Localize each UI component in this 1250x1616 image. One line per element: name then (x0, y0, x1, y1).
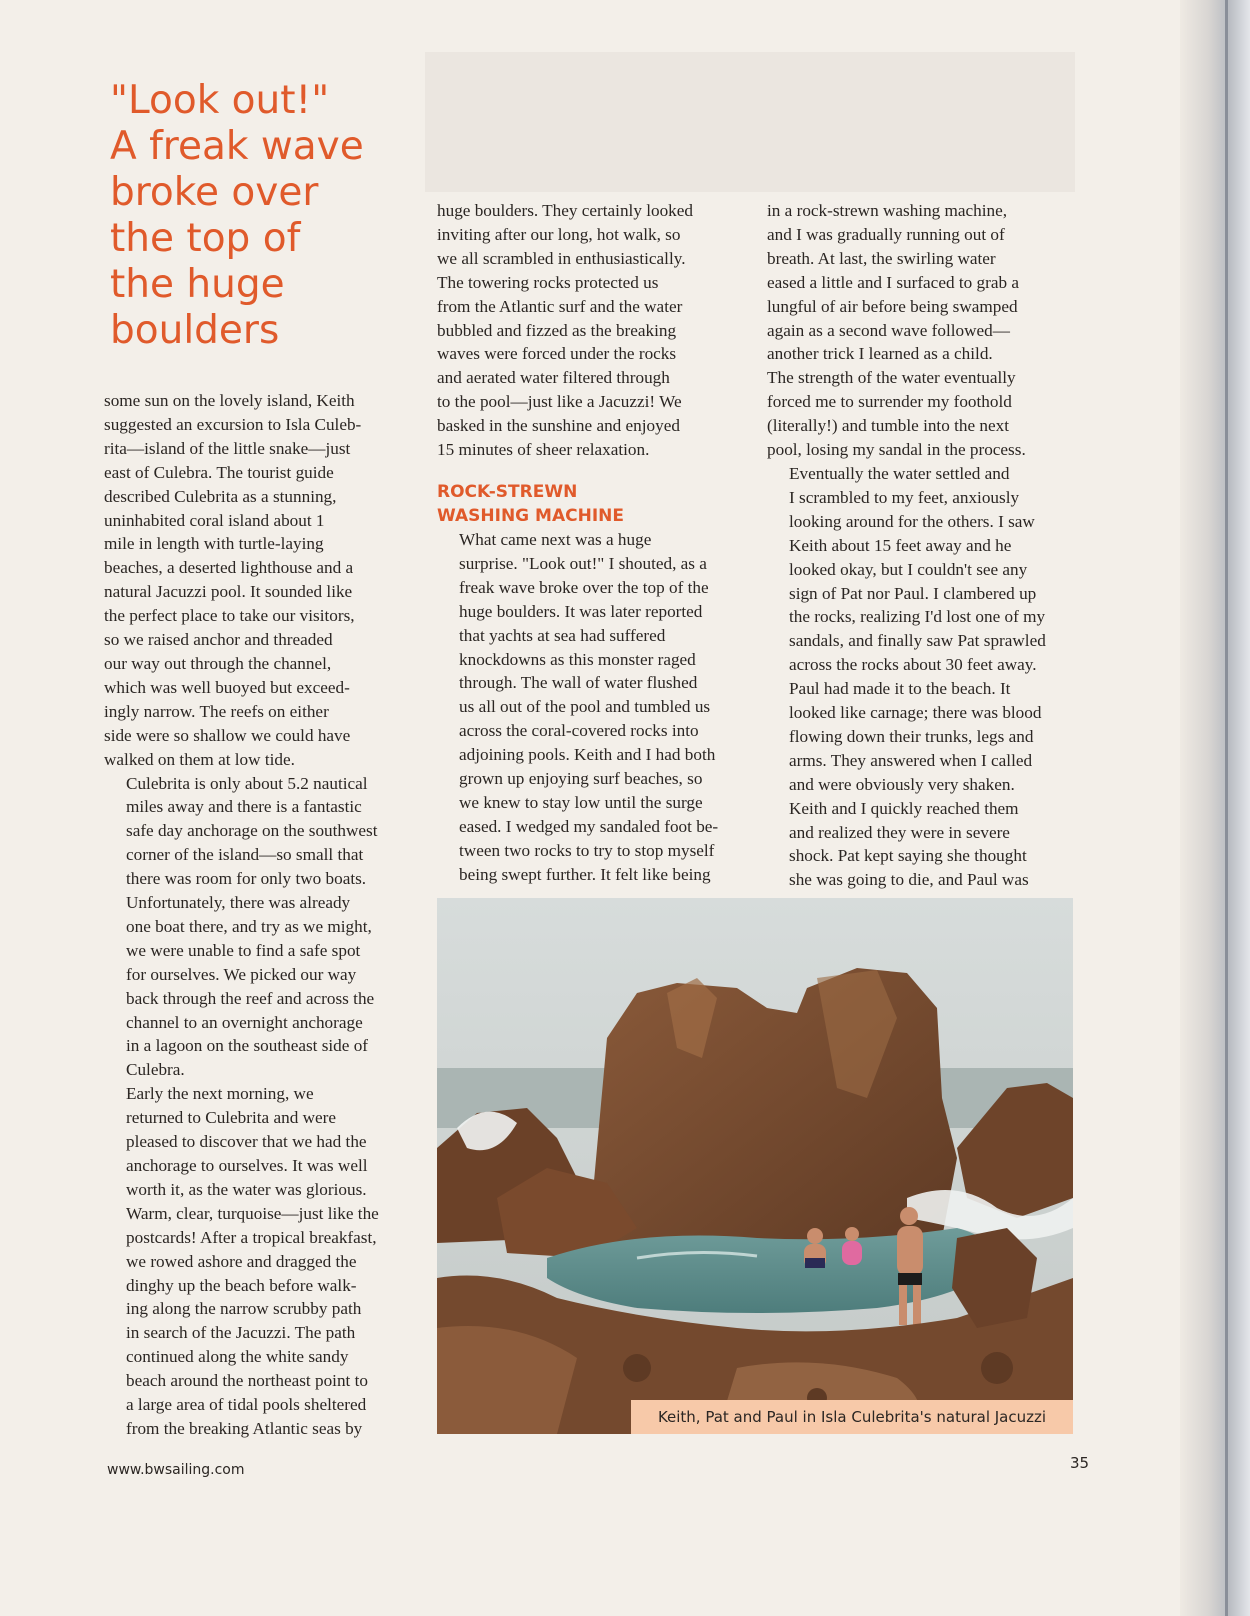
section-subhead (437, 480, 747, 528)
text-line: eased. I wedged my sandaled foot be- (459, 816, 719, 836)
text-line: walked on them at low tide. (104, 749, 295, 769)
text-line: natural Jacuzzi pool. It sounded like (104, 582, 353, 602)
paragraph (767, 199, 1077, 462)
text-line: and were obviously very shaken. (789, 774, 1015, 794)
text-line: ROCK-STREWN (437, 481, 578, 502)
text-line: anchorage to ourselves. It was well (126, 1156, 368, 1175)
text-line: breath. At last, the swirling water (767, 248, 996, 268)
pull-quote-line: the top of (110, 216, 301, 261)
photo-caption: Keith, Pat and Paul in Isla Culebrita's natural Jacuzzi (631, 1400, 1073, 1434)
paragraph (104, 1082, 404, 1441)
article-column-2 (437, 199, 747, 887)
text-line: dinghy up the beach before walk- (126, 1275, 357, 1295)
text-line: safe day anchorage on the southwest (126, 821, 378, 841)
text-line: freak wave broke over the top of the (459, 577, 709, 597)
text-line: 15 minutes of sheer relaxation. (437, 440, 650, 460)
text-line: Keith and I quickly reached them (789, 798, 1019, 818)
text-line: (literally!) and tumble into the next (767, 416, 1009, 436)
paragraph (767, 462, 1077, 892)
text-line: Culebrita is only about 5.2 nautical (126, 773, 368, 793)
text-line: from the breaking Atlantic seas by (126, 1418, 363, 1438)
text-line: the perfect place to take our visitors, (104, 606, 355, 626)
article-photo (437, 898, 1073, 1434)
text-line: looking around for the others. I saw (789, 511, 1035, 531)
text-line: the rocks, realizing I'd lost one of my (789, 607, 1046, 627)
text-line: uninhabited coral island about 1 (104, 510, 325, 530)
text-line: side were so shallow we could have (104, 725, 351, 745)
text-line: us all out of the pool and tumbled us (459, 697, 711, 717)
text-line: sign of Pat nor Paul. I clambered up (789, 583, 1037, 603)
rock-pool-illustration (437, 898, 1073, 1434)
text-line: adjoining pools. Keith and I had both (459, 745, 716, 765)
pull-quote (110, 78, 410, 354)
text-line: corner of the island—so small that (126, 845, 364, 865)
text-line: continued along the white sandy (126, 1347, 349, 1367)
text-line: tween two rocks to try to stop myself (459, 840, 715, 860)
text-line: waves were forced under the rocks (437, 344, 677, 364)
pull-quote-line: A freak wave (110, 124, 364, 169)
text-line: The strength of the water eventually (767, 368, 1016, 388)
text-line: Culebra. (126, 1060, 185, 1080)
text-line: and I was gradually running out of (767, 224, 1005, 244)
text-line: returned to Culebrita and were (126, 1108, 336, 1128)
text-line: described Culebrita as a stunning, (104, 486, 337, 506)
pull-quote-line: the huge (110, 262, 285, 307)
text-line: arms. They answered when I called (789, 750, 1033, 770)
text-line: beaches, a deserted lighthouse and a (104, 558, 354, 578)
text-line: looked okay, but I couldn't see any (789, 559, 1028, 579)
text-line: in a rock-strewn washing machine, (767, 201, 1008, 220)
text-line: Early the next morning, we (126, 1084, 314, 1104)
text-line: and realized they were in severe (789, 822, 1010, 842)
paragraph (104, 772, 404, 1083)
paragraph (437, 528, 747, 887)
text-line: another trick I learned as a child. (767, 344, 993, 364)
text-line: we rowed ashore and dragged the (126, 1251, 357, 1271)
text-line: Unfortunately, there was already (126, 893, 351, 913)
text-line: surprise. "Look out!" I shouted, as a (459, 553, 707, 573)
page-edge-stripe (1225, 0, 1228, 1616)
text-line: shock. Pat kept saying she thought (789, 846, 1027, 866)
text-line: a large area of tidal pools sheltered (126, 1395, 367, 1415)
text-line: mile in length with turtle-laying (104, 534, 324, 554)
text-line: lungful of air before being swamped (767, 296, 1018, 316)
text-line: knockdowns as this monster raged (459, 649, 696, 669)
pull-quote-line: broke over (110, 170, 319, 215)
text-line: flowing down their trunks, legs and (789, 726, 1034, 746)
text-line: which was well buoyed but exceed- (104, 677, 350, 697)
text-line: Warm, clear, turquoise—just like the (126, 1203, 379, 1223)
text-line: suggested an excursion to Isla Culeb- (104, 414, 362, 434)
text-line: again as a second wave followed— (767, 320, 1010, 340)
text-line: I scrambled to my feet, anxiously (789, 487, 1020, 507)
text-line: sandals, and finally saw Pat sprawled (789, 631, 1046, 651)
paragraph (437, 199, 747, 462)
text-line: for ourselves. We picked our way (126, 964, 357, 984)
text-line: Keith about 15 feet away and he (789, 535, 1012, 555)
header-background (425, 52, 1075, 192)
text-line: in search of the Jacuzzi. The path (126, 1323, 356, 1343)
text-line: ingly narrow. The reefs on either (104, 701, 329, 721)
text-line: Paul had made it to the beach. It (789, 679, 1011, 699)
text-line: we all scrambled in enthusiastically. (437, 248, 686, 268)
text-line: we were unable to find a safe spot (126, 940, 361, 960)
text-line: rita—island of the little snake—just (104, 438, 351, 458)
text-line: Eventually the water settled and (789, 463, 1010, 483)
text-line: grown up enjoying surf beaches, so (459, 769, 703, 789)
text-line: huge boulders. They certainly looked (437, 201, 693, 220)
text-line: that yachts at sea had suffered (459, 625, 666, 645)
text-line: miles away and there is a fantastic (126, 797, 362, 817)
text-line: The towering rocks protected us (437, 272, 659, 292)
text-line: she was going to die, and Paul was (789, 870, 1029, 890)
text-line: eased a little and I surfaced to grab a (767, 272, 1019, 292)
pull-quote-line: "Look out!" (110, 78, 330, 123)
text-line: in a lagoon on the southeast side of (126, 1036, 369, 1056)
text-line: postcards! After a tropical breakfast, (126, 1227, 377, 1247)
text-line: ing along the narrow scrubby path (126, 1299, 362, 1319)
text-line: bubbled and fizzed as the breaking (437, 320, 677, 340)
text-line: forced me to surrender my foothold (767, 392, 1012, 412)
text-line: and aerated water filtered through (437, 368, 670, 388)
text-line: our way out through the channel, (104, 653, 332, 673)
page-number: 35 (1070, 1454, 1090, 1472)
text-line: there was room for only two boats. (126, 869, 367, 889)
article-column-3 (767, 199, 1077, 892)
text-line: to the pool—just like a Jacuzzi! We (437, 392, 682, 412)
text-line: beach around the northeast point to (126, 1371, 368, 1391)
page-edge (1180, 0, 1250, 1616)
text-line: across the coral-covered rocks into (459, 721, 699, 741)
text-line: looked like carnage; there was blood (789, 703, 1042, 723)
text-line: channel to an overnight anchorage (126, 1012, 363, 1032)
text-line: back through the reef and across the (126, 988, 375, 1008)
text-line: some sun on the lovely island, Keith (104, 391, 355, 410)
text-line: so we raised anchor and threaded (104, 630, 333, 650)
text-line: What came next was a huge (459, 529, 652, 549)
text-line: huge boulders. It was later reported (459, 601, 703, 621)
pull-quote-line: boulders (110, 308, 280, 353)
text-line: pleased to discover that we had the (126, 1132, 367, 1152)
footer-url: www.bwsailing.com (107, 1462, 245, 1478)
text-line: being swept further. It felt like being (459, 864, 711, 884)
paragraph (104, 389, 404, 772)
text-line: worth it, as the water was glorious. (126, 1179, 367, 1199)
article-column-1 (104, 389, 404, 1441)
text-line: we knew to stay low until the surge (459, 792, 703, 812)
text-line: through. The wall of water flushed (459, 673, 698, 693)
text-line: from the Atlantic surf and the water (437, 296, 683, 316)
text-line: inviting after our long, hot walk, so (437, 224, 681, 244)
text-line: across the rocks about 30 feet away. (789, 655, 1037, 675)
text-line: WASHING MACHINE (437, 505, 624, 526)
text-line: east of Culebra. The tourist guide (104, 462, 334, 482)
text-line: one boat there, and try as we might, (126, 916, 372, 936)
text-line: pool, losing my sandal in the process. (767, 440, 1026, 460)
text-line: basked in the sunshine and enjoyed (437, 416, 680, 436)
